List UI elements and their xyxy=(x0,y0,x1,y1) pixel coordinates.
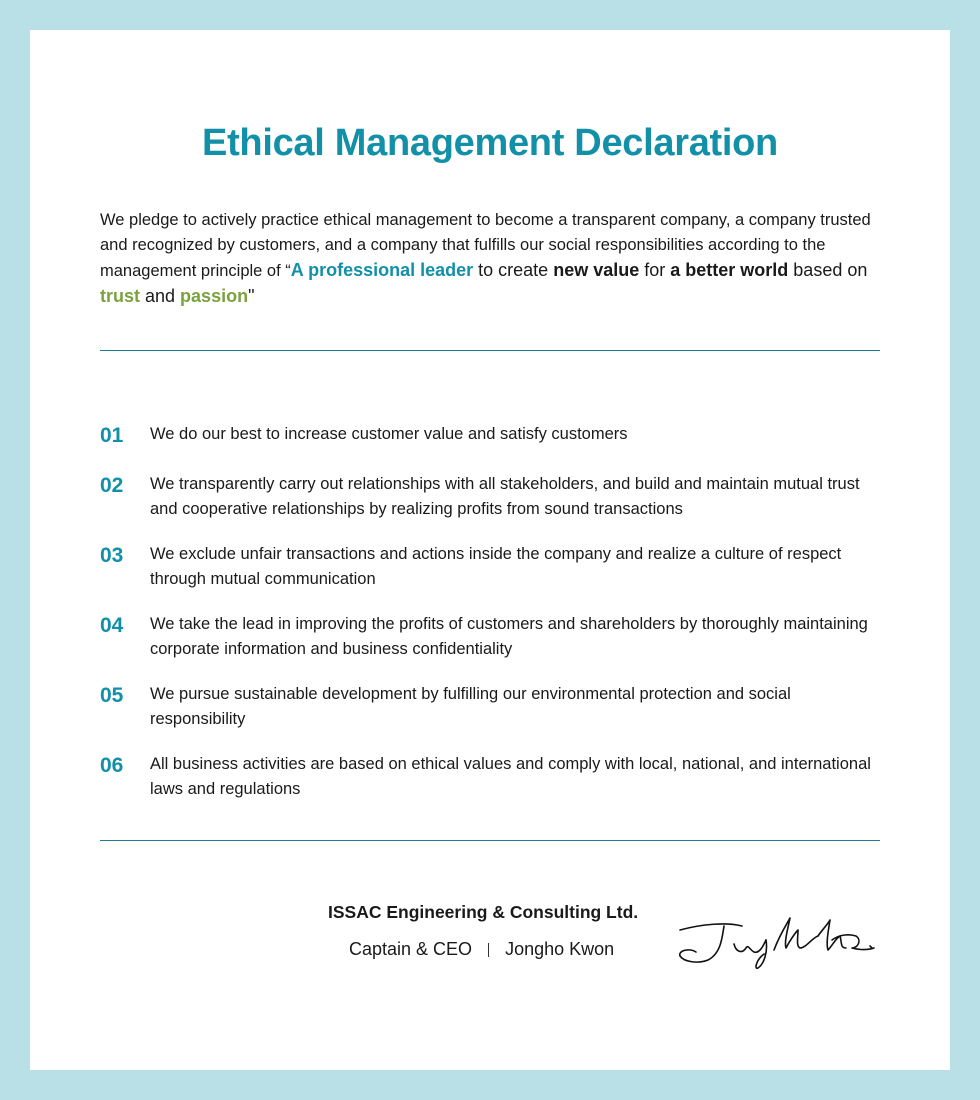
intro-closing-quote: " xyxy=(248,286,255,306)
list-item xyxy=(100,422,880,448)
intro-text-to-create: to create xyxy=(473,260,554,280)
divider-top xyxy=(100,350,880,351)
intro-text-based-on: based on xyxy=(788,260,868,280)
item-text: We exclude unfair transactions and actions inside the company and realize a culture of respect through mutual communication xyxy=(150,545,842,588)
intro-highlight-professional-leader: A professional leader xyxy=(290,260,474,280)
item-text: All business activities are based on ethical values and comply with local, national, and international laws and regulations xyxy=(150,755,871,798)
intro-text-for: for xyxy=(639,260,671,280)
intro-highlight-trust: trust xyxy=(100,286,140,306)
item-number: 01 xyxy=(100,424,124,447)
item-number: 04 xyxy=(100,614,124,637)
separator xyxy=(488,943,489,957)
ceo-line xyxy=(349,939,614,960)
list-item xyxy=(100,542,880,592)
list-item xyxy=(100,682,880,732)
page-title: Ethical Management Declaration xyxy=(202,122,778,164)
item-text: We transparently carry out relationships with all stakeholders, and build and maintain mutual trust and cooperative relationships by realizing profits from sound transactions xyxy=(150,475,860,518)
intro-text: We pledge to actively practice ethical management to become a transparent company, a company trusted and recognized by customers, and a company that fulfills our social responsibilities according to the management principle of “ xyxy=(100,211,871,280)
list-item xyxy=(100,612,880,662)
item-text: We pursue sustainable development by fulfilling our environmental protection and social responsibility xyxy=(150,685,791,728)
list-item xyxy=(100,472,880,522)
item-number: 06 xyxy=(100,754,124,777)
intro-paragraph xyxy=(100,208,880,310)
company-name: ISSAC Engineering & Consulting Ltd. xyxy=(328,902,639,922)
intro-text-and: and xyxy=(140,286,181,306)
item-number: 02 xyxy=(100,474,124,497)
item-text: We take the lead in improving the profits of customers and shareholders by thoroughly maintaining corporate information and business confidentiality xyxy=(150,615,868,658)
list-item xyxy=(100,752,880,802)
item-text: We do our best to increase customer value and satisfy customers xyxy=(150,425,628,443)
intro-highlight-new-value: new value xyxy=(553,260,640,280)
ceo-position: Captain & CEO xyxy=(349,939,473,959)
intro-highlight-better-world: a better world xyxy=(670,260,789,280)
item-number: 05 xyxy=(100,684,124,707)
item-number: 03 xyxy=(100,544,124,567)
declaration-card xyxy=(30,30,950,1070)
ceo-name: Jongho Kwon xyxy=(505,939,615,959)
divider-bottom xyxy=(100,840,880,841)
intro-highlight-passion: passion xyxy=(180,286,249,306)
signature-image xyxy=(672,904,882,974)
